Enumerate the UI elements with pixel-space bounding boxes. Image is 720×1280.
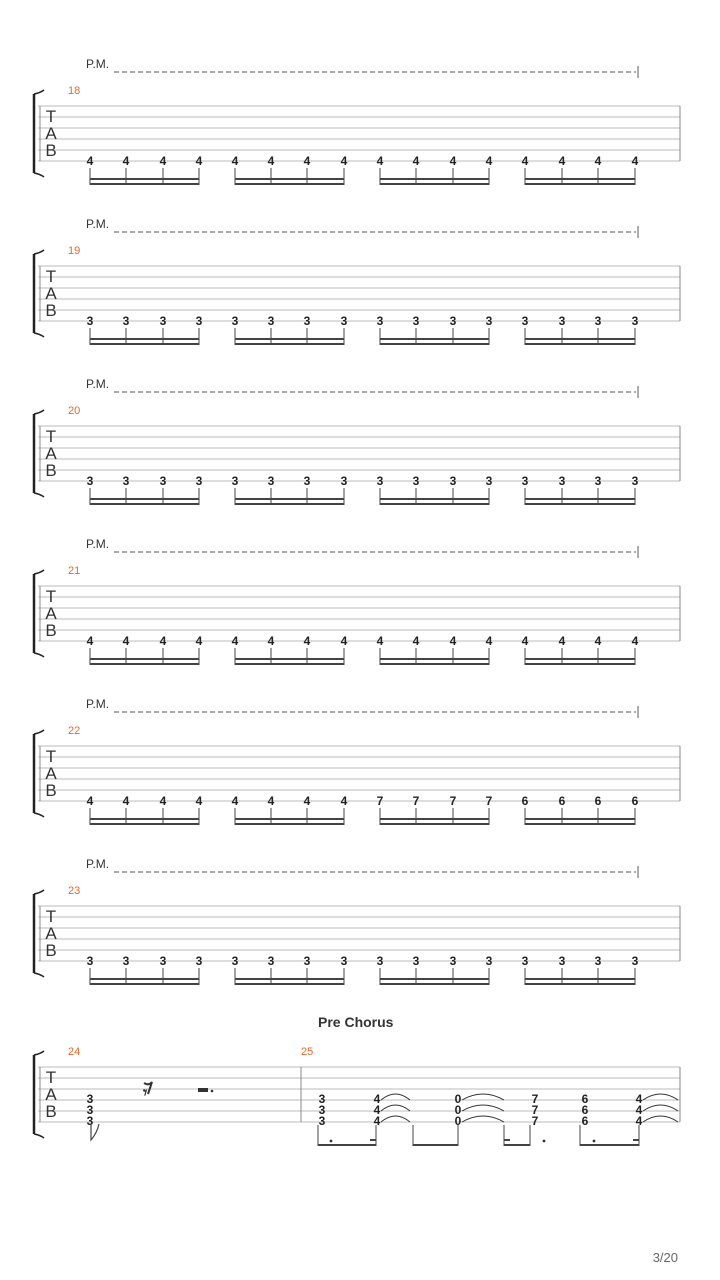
- fret-number: 3: [521, 314, 529, 328]
- rhythm-dot: [593, 1140, 596, 1143]
- fret-number: 6: [581, 1092, 589, 1106]
- fret-number: 3: [594, 314, 602, 328]
- bracket-top-curl: [34, 570, 44, 574]
- bracket-top-curl: [34, 1051, 44, 1055]
- fret-number: 4: [231, 634, 239, 648]
- fret-number: 3: [159, 314, 167, 328]
- tab-clef-letter-b: B: [45, 781, 57, 800]
- fret-number: 4: [635, 1103, 643, 1117]
- fret-number: 3: [86, 1092, 94, 1106]
- rhythm-dot: [543, 1140, 546, 1143]
- fret-number: 0: [454, 1103, 462, 1117]
- fret-number: 4: [195, 634, 203, 648]
- fret-number: 3: [340, 474, 348, 488]
- fret-number: 3: [340, 314, 348, 328]
- tie: [381, 1105, 410, 1111]
- fret-number: 3: [412, 314, 420, 328]
- bracket-top-curl: [34, 410, 44, 414]
- fret-number: 3: [303, 474, 311, 488]
- fret-number: 3: [449, 314, 457, 328]
- palm-mute-label: P.M.: [86, 537, 110, 551]
- fret-number: 3: [231, 954, 239, 968]
- fret-number: 3: [303, 314, 311, 328]
- fret-number: 3: [86, 474, 94, 488]
- fret-number: 3: [631, 314, 639, 328]
- tie: [462, 1116, 504, 1122]
- tie: [381, 1116, 410, 1122]
- bracket-bottom-curl: [34, 333, 44, 337]
- fret-number: 3: [485, 954, 493, 968]
- fret-number: 4: [631, 154, 639, 168]
- fret-number: 4: [635, 1114, 643, 1128]
- tab-clef-letter-b: B: [45, 301, 57, 320]
- tie: [381, 1094, 410, 1100]
- fret-number: 3: [376, 474, 384, 488]
- tab-clef-letter-t: T: [45, 907, 57, 926]
- fret-number: 3: [594, 474, 602, 488]
- fret-number: 3: [122, 474, 130, 488]
- fret-number: 4: [558, 634, 566, 648]
- fret-number: 3: [267, 954, 275, 968]
- tab-clef-letter-t: T: [45, 587, 57, 606]
- fret-number: 3: [159, 474, 167, 488]
- fret-number: 4: [340, 154, 348, 168]
- fret-number: 3: [558, 954, 566, 968]
- bracket-top-curl: [34, 90, 44, 94]
- fret-number: 3: [318, 1092, 326, 1106]
- fret-number: 6: [521, 794, 529, 808]
- fret-number: 3: [318, 1114, 326, 1128]
- section-label-pre-chorus: Pre Chorus: [318, 1014, 394, 1030]
- fret-number: 3: [631, 474, 639, 488]
- fret-number: 3: [412, 474, 420, 488]
- fret-number: 3: [303, 954, 311, 968]
- fret-number: 3: [195, 314, 203, 328]
- tab-clef-letter-a: A: [45, 124, 57, 143]
- tie: [643, 1116, 678, 1122]
- tie: [462, 1094, 504, 1100]
- fret-number: 3: [631, 954, 639, 968]
- fret-number: 3: [594, 954, 602, 968]
- bracket-bottom-curl: [34, 973, 44, 977]
- fret-number: 3: [412, 954, 420, 968]
- fret-number: 3: [195, 954, 203, 968]
- fret-number: 4: [122, 154, 130, 168]
- page-number: 3/20: [652, 1250, 678, 1265]
- tie: [462, 1105, 504, 1111]
- measure-number: 24: [68, 1046, 81, 1058]
- fret-number: 4: [122, 794, 130, 808]
- fret-number: 4: [159, 154, 167, 168]
- fret-number: 3: [86, 314, 94, 328]
- bracket-bottom-curl: [34, 493, 44, 497]
- palm-mute-label: P.M.: [86, 697, 110, 711]
- tie: [643, 1105, 678, 1111]
- measure-number: 23: [68, 885, 81, 897]
- fret-number: 3: [86, 1114, 94, 1128]
- palm-mute-label: P.M.: [86, 857, 110, 871]
- tab-clef-letter-a: A: [45, 444, 57, 463]
- measure-number: 25: [301, 1046, 314, 1058]
- fret-number: 4: [376, 634, 384, 648]
- bracket-bottom-curl: [34, 653, 44, 657]
- fret-number: 3: [449, 474, 457, 488]
- fret-number: 4: [267, 154, 275, 168]
- rhythm-dot: [330, 1140, 333, 1143]
- fret-number: 7: [412, 794, 420, 808]
- fret-number: 0: [454, 1114, 462, 1128]
- fret-number: 4: [195, 154, 203, 168]
- half-rest: [198, 1088, 208, 1092]
- fret-number: 4: [449, 154, 457, 168]
- fret-number: 3: [122, 954, 130, 968]
- fret-number: 3: [485, 474, 493, 488]
- fret-number: 4: [521, 634, 529, 648]
- fret-number: 4: [159, 634, 167, 648]
- bracket-top-curl: [34, 890, 44, 894]
- fret-number: 0: [454, 1092, 462, 1106]
- fret-number: 4: [376, 154, 384, 168]
- fret-number: 6: [631, 794, 639, 808]
- fret-number: 4: [558, 154, 566, 168]
- fret-number: 3: [485, 314, 493, 328]
- fret-number: 3: [558, 474, 566, 488]
- measure-number: 20: [68, 405, 81, 417]
- fret-number: 3: [122, 314, 130, 328]
- fret-number: 4: [449, 634, 457, 648]
- fret-number: 4: [267, 794, 275, 808]
- fret-number: 4: [231, 794, 239, 808]
- measure-number: 21: [68, 565, 81, 577]
- palm-mute-label: P.M.: [86, 57, 110, 71]
- fret-number: 7: [485, 794, 493, 808]
- palm-mute-label: P.M.: [86, 217, 110, 231]
- fret-number: 7: [531, 1103, 539, 1117]
- fret-number: 4: [594, 154, 602, 168]
- fret-number: 6: [581, 1103, 589, 1117]
- measure-number: 22: [68, 725, 81, 737]
- fret-number: 3: [376, 954, 384, 968]
- fret-number: 4: [412, 634, 420, 648]
- bracket-bottom-curl: [34, 1134, 44, 1138]
- fret-number: 4: [485, 634, 493, 648]
- fret-number: 3: [231, 314, 239, 328]
- fret-number: 4: [521, 154, 529, 168]
- tab-clef-letter-a: A: [45, 1085, 57, 1104]
- fret-number: 3: [86, 954, 94, 968]
- fret-number: 4: [631, 634, 639, 648]
- tab-clef-letter-a: A: [45, 604, 57, 623]
- fret-number: 6: [581, 1114, 589, 1128]
- tab-clef-letter-b: B: [45, 141, 57, 160]
- fret-number: 4: [635, 1092, 643, 1106]
- fret-number: 3: [521, 474, 529, 488]
- fret-number: 4: [373, 1092, 381, 1106]
- tab-clef-letter-t: T: [45, 747, 57, 766]
- bracket-top-curl: [34, 730, 44, 734]
- fret-number: 4: [122, 634, 130, 648]
- tab-clef-letter-a: A: [45, 284, 57, 303]
- fret-number: 4: [485, 154, 493, 168]
- fret-number: 3: [86, 1103, 94, 1117]
- fret-number: 7: [531, 1114, 539, 1128]
- fret-number: 4: [231, 154, 239, 168]
- palm-mute-label: P.M.: [86, 377, 110, 391]
- bracket-top-curl: [34, 250, 44, 254]
- bracket-bottom-curl: [34, 813, 44, 817]
- tie: [643, 1094, 678, 1100]
- tab-clef-letter-t: T: [45, 267, 57, 286]
- fret-number: 6: [558, 794, 566, 808]
- bracket-bottom-curl: [34, 173, 44, 177]
- fret-number: 7: [449, 794, 457, 808]
- tab-clef-letter-b: B: [45, 461, 57, 480]
- eighth-rest: 𝄾: [143, 1083, 148, 1102]
- fret-number: 3: [267, 314, 275, 328]
- fret-number: 4: [195, 794, 203, 808]
- fret-number: 4: [373, 1103, 381, 1117]
- fret-number: 4: [86, 154, 94, 168]
- tab-clef-letter-t: T: [45, 107, 57, 126]
- fret-number: 4: [303, 154, 311, 168]
- fret-number: 4: [86, 634, 94, 648]
- fret-number: 7: [531, 1092, 539, 1106]
- fret-number: 3: [159, 954, 167, 968]
- tab-clef-letter-t: T: [45, 1068, 57, 1087]
- fret-number: 4: [159, 794, 167, 808]
- tab-clef-letter-b: B: [45, 621, 57, 640]
- measure-number: 19: [68, 245, 81, 257]
- fret-number: 4: [340, 794, 348, 808]
- fret-number: 3: [195, 474, 203, 488]
- fret-number: 4: [303, 794, 311, 808]
- fret-number: 3: [449, 954, 457, 968]
- fret-number: 4: [594, 634, 602, 648]
- tab-clef-letter-b: B: [45, 941, 57, 960]
- fret-number: 3: [558, 314, 566, 328]
- fret-number: 4: [267, 634, 275, 648]
- fret-number: 3: [231, 474, 239, 488]
- fret-number: 4: [412, 154, 420, 168]
- tab-clef-letter-a: A: [45, 924, 57, 943]
- fret-number: 3: [340, 954, 348, 968]
- tab-clef-letter-t: T: [45, 427, 57, 446]
- fret-number: 7: [376, 794, 384, 808]
- measure-number: 18: [68, 85, 81, 97]
- fret-number: 3: [521, 954, 529, 968]
- fret-number: 3: [318, 1103, 326, 1117]
- fret-number: 4: [340, 634, 348, 648]
- fret-number: 3: [267, 474, 275, 488]
- fret-number: 4: [86, 794, 94, 808]
- fret-number: 4: [303, 634, 311, 648]
- tab-clef-letter-b: B: [45, 1102, 57, 1121]
- fret-number: 6: [594, 794, 602, 808]
- fret-number: 3: [376, 314, 384, 328]
- tab-clef-letter-a: A: [45, 764, 57, 783]
- rest-dot: [211, 1090, 214, 1093]
- fret-number: 4: [373, 1114, 381, 1128]
